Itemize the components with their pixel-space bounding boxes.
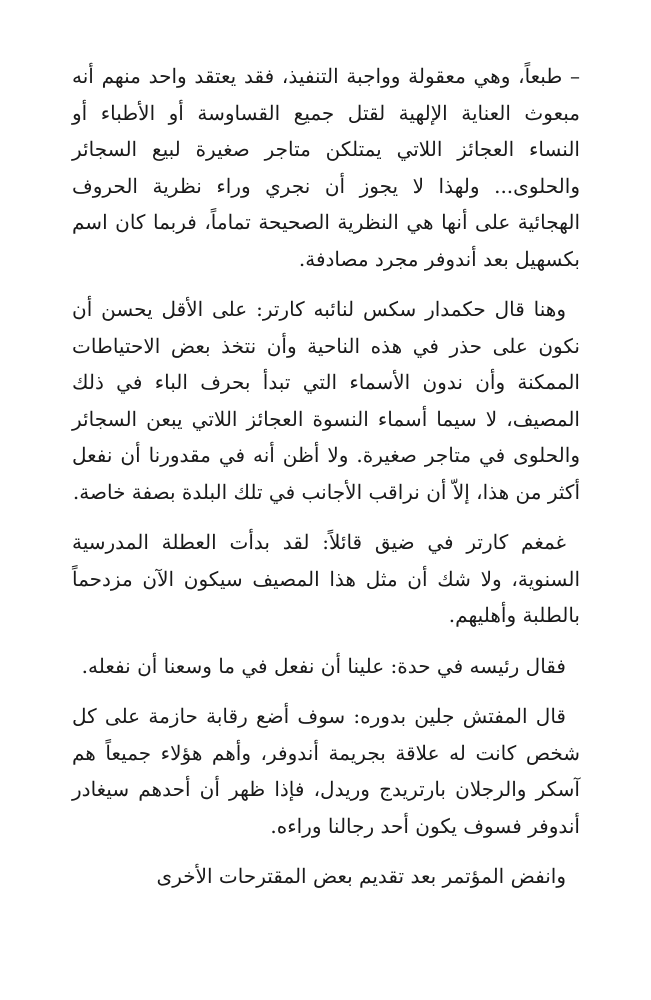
paragraph-1: – طبعاً، وهي معقولة وواجبة التنفيذ، فقد يعتقد واحد منهم أنه مبعوث العناية الإلهية لقتل جميع القساوسة أو الأطباء أو النساء العجائز اللاتي يمتلكن متاجر صغيرة لبيع السجائر والحلوى... ولهذا لا يجوز أن نجري وراء نظرية الحروف الهجائية على أنها هي النظرية الصحيحة تماماً، فربما كان اسم بكسهيل بعد أندوفر مجرد مصادفة.: [72, 64, 580, 271]
paragraph-4: فقال رئيسه في حدة: علينا أن نفعل في ما وسعنا أن نفعله.: [81, 653, 566, 678]
paragraph-5: قال المفتش جلين بدوره: سوف أضع رقابة حازمة على كل شخص كانت له علاقة بجريمة أندوفر، وأهم هؤلاء جميعاً هم آسكر والرجلان بارتريدج وريدل، فإذا ظهر أن أحدهم سيغادر أندوفر فسوف يكون أحد رجالنا وراءه.: [72, 704, 580, 838]
book-page-text: [72, 58, 580, 909]
paragraph-6: وانفض المؤتمر بعد تقديم بعض المقترحات الأخرى: [156, 864, 566, 888]
paragraph-3: غمغم كارتر في ضيق قائلاً: لقد بدأت العطلة المدرسية السنوية، ولا شك أن مثل هذا المصيف سيكون الآن مزدحماً بالطلبة وأهليهم.: [72, 530, 580, 627]
paragraph-2: وهنا قال حكمدار سكس لنائبه كارتر: على الأقل يحسن أن نكون على حذر في هذه الناحية وأن نتخذ بعض الاحتياطات الممكنة وأن ندون الأسماء التي تبدأ بحرف الباء في ذلك المصيف، لا سيما أسماء النسوة العجائز اللاتي يبعن السجائر والحلوى في متاجر صغيرة. ولا أظن أنه في مقدورنا أن نفعل أكثر من هذا، إلاّ أن نراقب الأجانب في تلك البلدة بصفة خاصة.: [72, 297, 580, 504]
